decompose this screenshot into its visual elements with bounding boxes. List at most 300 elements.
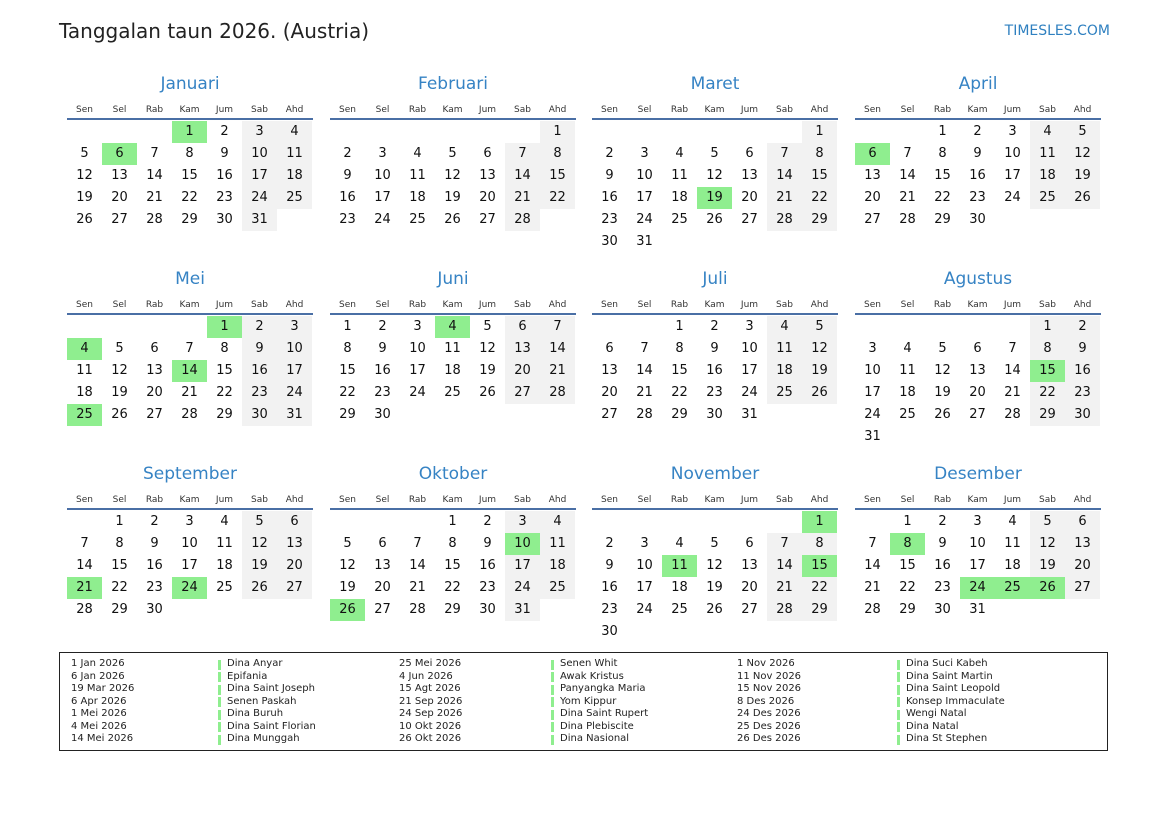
- day-cell[interactable]: 1: [675, 319, 684, 334]
- day-cell[interactable]: 16: [934, 558, 951, 573]
- day-cell[interactable]: 2: [343, 146, 352, 161]
- day-cell[interactable]: 17: [242, 165, 277, 187]
- day-cell[interactable]: 11: [444, 341, 461, 356]
- day-cell[interactable]: 14: [409, 558, 426, 573]
- day-cell[interactable]: 9: [973, 146, 982, 161]
- day-cell[interactable]: 3: [505, 511, 540, 533]
- holiday-day-cell[interactable]: 24: [172, 577, 207, 599]
- holiday-day-cell[interactable]: 26: [330, 599, 365, 621]
- day-cell[interactable]: 28: [540, 382, 575, 404]
- day-cell[interactable]: 6: [378, 536, 387, 551]
- day-cell[interactable]: 13: [277, 533, 312, 555]
- day-cell[interactable]: 12: [444, 168, 461, 183]
- day-cell[interactable]: 5: [802, 316, 837, 338]
- day-cell[interactable]: 28: [767, 209, 802, 231]
- day-cell[interactable]: 30: [242, 404, 277, 426]
- day-cell[interactable]: 5: [1065, 121, 1100, 143]
- day-cell[interactable]: 15: [802, 165, 837, 187]
- day-cell[interactable]: 5: [115, 341, 124, 356]
- day-cell[interactable]: 7: [505, 143, 540, 165]
- day-cell[interactable]: 23: [601, 212, 618, 227]
- holiday-day-cell[interactable]: 6: [855, 143, 890, 165]
- day-cell[interactable]: 3: [277, 316, 312, 338]
- day-cell[interactable]: 26: [76, 212, 93, 227]
- day-cell[interactable]: 21: [540, 360, 575, 382]
- day-cell[interactable]: 10: [374, 168, 391, 183]
- day-cell[interactable]: 11: [1030, 143, 1065, 165]
- day-cell[interactable]: 29: [444, 602, 461, 617]
- day-cell[interactable]: 18: [540, 555, 575, 577]
- day-cell[interactable]: 18: [76, 385, 93, 400]
- day-cell[interactable]: 3: [868, 341, 877, 356]
- day-cell[interactable]: 7: [150, 146, 159, 161]
- day-cell[interactable]: 16: [146, 558, 163, 573]
- day-cell[interactable]: 23: [339, 212, 356, 227]
- day-cell[interactable]: 2: [938, 514, 947, 529]
- day-cell[interactable]: 30: [601, 234, 618, 249]
- day-cell[interactable]: 16: [969, 168, 986, 183]
- holiday-day-cell[interactable]: 15: [1030, 360, 1065, 382]
- day-cell[interactable]: 13: [146, 363, 163, 378]
- day-cell[interactable]: 26: [802, 382, 837, 404]
- day-cell[interactable]: 6: [277, 511, 312, 533]
- day-cell[interactable]: 18: [277, 165, 312, 187]
- day-cell[interactable]: 9: [605, 168, 614, 183]
- day-cell[interactable]: 23: [479, 580, 496, 595]
- day-cell[interactable]: 28: [76, 602, 93, 617]
- day-cell[interactable]: 29: [1030, 404, 1065, 426]
- day-cell[interactable]: 7: [903, 146, 912, 161]
- day-cell[interactable]: 10: [409, 341, 426, 356]
- day-cell[interactable]: 12: [76, 168, 93, 183]
- day-cell[interactable]: 25: [216, 580, 233, 595]
- day-cell[interactable]: 2: [150, 514, 159, 529]
- day-cell[interactable]: 10: [741, 341, 758, 356]
- day-cell[interactable]: 20: [741, 190, 758, 205]
- day-cell[interactable]: 12: [1065, 143, 1100, 165]
- day-cell[interactable]: 13: [505, 338, 540, 360]
- day-cell[interactable]: 6: [505, 316, 540, 338]
- day-cell[interactable]: 21: [767, 577, 802, 599]
- day-cell[interactable]: 22: [111, 580, 128, 595]
- holiday-day-cell[interactable]: 1: [207, 316, 242, 338]
- day-cell[interactable]: 30: [374, 407, 391, 422]
- day-cell[interactable]: 13: [741, 558, 758, 573]
- day-cell[interactable]: 1: [1030, 316, 1065, 338]
- day-cell[interactable]: 27: [969, 407, 986, 422]
- day-cell[interactable]: 20: [741, 580, 758, 595]
- day-cell[interactable]: 20: [374, 580, 391, 595]
- day-cell[interactable]: 8: [1030, 338, 1065, 360]
- day-cell[interactable]: 19: [444, 190, 461, 205]
- day-cell[interactable]: 4: [675, 536, 684, 551]
- day-cell[interactable]: 26: [242, 577, 277, 599]
- holiday-day-cell[interactable]: 6: [102, 143, 137, 165]
- day-cell[interactable]: 23: [146, 580, 163, 595]
- day-cell[interactable]: 1: [938, 124, 947, 139]
- day-cell[interactable]: 25: [671, 212, 688, 227]
- day-cell[interactable]: 25: [671, 602, 688, 617]
- day-cell[interactable]: 12: [706, 168, 723, 183]
- day-cell[interactable]: 18: [216, 558, 233, 573]
- day-cell[interactable]: 22: [802, 187, 837, 209]
- day-cell[interactable]: 10: [242, 143, 277, 165]
- day-cell[interactable]: 4: [767, 316, 802, 338]
- day-cell[interactable]: 28: [864, 602, 881, 617]
- day-cell[interactable]: 18: [1030, 165, 1065, 187]
- day-cell[interactable]: 14: [864, 558, 881, 573]
- day-cell[interactable]: 17: [1004, 168, 1021, 183]
- day-cell[interactable]: 19: [1065, 165, 1100, 187]
- day-cell[interactable]: 21: [899, 190, 916, 205]
- day-cell[interactable]: 19: [76, 190, 93, 205]
- holiday-day-cell[interactable]: 19: [697, 187, 732, 209]
- day-cell[interactable]: 29: [111, 602, 128, 617]
- day-cell[interactable]: 16: [706, 363, 723, 378]
- day-cell[interactable]: 21: [146, 190, 163, 205]
- day-cell[interactable]: 8: [448, 536, 457, 551]
- day-cell[interactable]: 14: [505, 165, 540, 187]
- day-cell[interactable]: 25: [409, 212, 426, 227]
- day-cell[interactable]: 4: [1008, 514, 1017, 529]
- day-cell[interactable]: 17: [277, 360, 312, 382]
- day-cell[interactable]: 30: [146, 602, 163, 617]
- holiday-day-cell[interactable]: 11: [662, 555, 697, 577]
- day-cell[interactable]: 8: [185, 146, 194, 161]
- day-cell[interactable]: 15: [934, 168, 951, 183]
- day-cell[interactable]: 9: [710, 341, 719, 356]
- day-cell[interactable]: 9: [1065, 338, 1100, 360]
- day-cell[interactable]: 10: [636, 168, 653, 183]
- day-cell[interactable]: 25: [277, 187, 312, 209]
- day-cell[interactable]: 25: [444, 385, 461, 400]
- day-cell[interactable]: 3: [1008, 124, 1017, 139]
- day-cell[interactable]: 7: [767, 143, 802, 165]
- day-cell[interactable]: 11: [767, 338, 802, 360]
- holiday-day-cell[interactable]: 8: [890, 533, 925, 555]
- day-cell[interactable]: 5: [80, 146, 89, 161]
- day-cell[interactable]: 2: [710, 319, 719, 334]
- day-cell[interactable]: 4: [1030, 121, 1065, 143]
- day-cell[interactable]: 17: [409, 363, 426, 378]
- day-cell[interactable]: 24: [1004, 190, 1021, 205]
- day-cell[interactable]: 15: [540, 165, 575, 187]
- day-cell[interactable]: 7: [767, 533, 802, 555]
- day-cell[interactable]: 18: [409, 190, 426, 205]
- day-cell[interactable]: 25: [899, 407, 916, 422]
- day-cell[interactable]: 19: [111, 385, 128, 400]
- day-cell[interactable]: 5: [242, 511, 277, 533]
- day-cell[interactable]: 19: [1030, 555, 1065, 577]
- day-cell[interactable]: 14: [146, 168, 163, 183]
- day-cell[interactable]: 27: [864, 212, 881, 227]
- day-cell[interactable]: 20: [969, 385, 986, 400]
- day-cell[interactable]: 4: [413, 146, 422, 161]
- day-cell[interactable]: 24: [374, 212, 391, 227]
- holiday-day-cell[interactable]: 25: [995, 577, 1030, 599]
- day-cell[interactable]: 7: [185, 341, 194, 356]
- day-cell[interactable]: 28: [146, 212, 163, 227]
- day-cell[interactable]: 24: [242, 187, 277, 209]
- day-cell[interactable]: 3: [640, 146, 649, 161]
- day-cell[interactable]: 24: [505, 577, 540, 599]
- day-cell[interactable]: 31: [969, 602, 986, 617]
- day-cell[interactable]: 5: [448, 146, 457, 161]
- day-cell[interactable]: 1: [115, 514, 124, 529]
- day-cell[interactable]: 24: [409, 385, 426, 400]
- day-cell[interactable]: 27: [1065, 577, 1100, 599]
- day-cell[interactable]: 7: [640, 341, 649, 356]
- day-cell[interactable]: 3: [640, 536, 649, 551]
- day-cell[interactable]: 21: [636, 385, 653, 400]
- day-cell[interactable]: 14: [1004, 363, 1021, 378]
- day-cell[interactable]: 14: [899, 168, 916, 183]
- day-cell[interactable]: 8: [802, 143, 837, 165]
- day-cell[interactable]: 28: [181, 407, 198, 422]
- day-cell[interactable]: 31: [864, 429, 881, 444]
- day-cell[interactable]: 9: [343, 168, 352, 183]
- day-cell[interactable]: 3: [242, 121, 277, 143]
- day-cell[interactable]: 29: [671, 407, 688, 422]
- day-cell[interactable]: 12: [1030, 533, 1065, 555]
- day-cell[interactable]: 24: [636, 212, 653, 227]
- day-cell[interactable]: 31: [505, 599, 540, 621]
- day-cell[interactable]: 13: [1065, 533, 1100, 555]
- day-cell[interactable]: 9: [483, 536, 492, 551]
- day-cell[interactable]: 16: [479, 558, 496, 573]
- day-cell[interactable]: 25: [767, 382, 802, 404]
- day-cell[interactable]: 11: [216, 536, 233, 551]
- day-cell[interactable]: 17: [741, 363, 758, 378]
- day-cell[interactable]: 2: [605, 146, 614, 161]
- day-cell[interactable]: 7: [80, 536, 89, 551]
- day-cell[interactable]: 1: [448, 514, 457, 529]
- day-cell[interactable]: 26: [706, 212, 723, 227]
- day-cell[interactable]: 17: [636, 190, 653, 205]
- day-cell[interactable]: 19: [242, 555, 277, 577]
- day-cell[interactable]: 15: [111, 558, 128, 573]
- day-cell[interactable]: 19: [934, 385, 951, 400]
- day-cell[interactable]: 12: [934, 363, 951, 378]
- day-cell[interactable]: 3: [185, 514, 194, 529]
- day-cell[interactable]: 14: [636, 363, 653, 378]
- day-cell[interactable]: 29: [802, 209, 837, 231]
- site-link[interactable]: TIMESLES.COM: [1004, 23, 1110, 39]
- day-cell[interactable]: 24: [277, 382, 312, 404]
- day-cell[interactable]: 29: [899, 602, 916, 617]
- day-cell[interactable]: 30: [1065, 404, 1100, 426]
- day-cell[interactable]: 26: [706, 602, 723, 617]
- day-cell[interactable]: 22: [216, 385, 233, 400]
- day-cell[interactable]: 26: [111, 407, 128, 422]
- day-cell[interactable]: 6: [973, 341, 982, 356]
- day-cell[interactable]: 3: [378, 146, 387, 161]
- day-cell[interactable]: 29: [216, 407, 233, 422]
- day-cell[interactable]: 29: [934, 212, 951, 227]
- day-cell[interactable]: 13: [374, 558, 391, 573]
- day-cell[interactable]: 4: [675, 146, 684, 161]
- day-cell[interactable]: 12: [802, 338, 837, 360]
- holiday-day-cell[interactable]: 15: [802, 555, 837, 577]
- day-cell[interactable]: 26: [479, 385, 496, 400]
- day-cell[interactable]: 18: [671, 580, 688, 595]
- day-cell[interactable]: 9: [242, 338, 277, 360]
- day-cell[interactable]: 3: [973, 514, 982, 529]
- day-cell[interactable]: 28: [1004, 407, 1021, 422]
- holiday-day-cell[interactable]: 10: [505, 533, 540, 555]
- day-cell[interactable]: 21: [864, 580, 881, 595]
- day-cell[interactable]: 22: [444, 580, 461, 595]
- day-cell[interactable]: 9: [220, 146, 229, 161]
- day-cell[interactable]: 11: [409, 168, 426, 183]
- day-cell[interactable]: 13: [601, 363, 618, 378]
- day-cell[interactable]: 8: [802, 533, 837, 555]
- day-cell[interactable]: 6: [605, 341, 614, 356]
- day-cell[interactable]: 2: [378, 319, 387, 334]
- day-cell[interactable]: 31: [277, 404, 312, 426]
- day-cell[interactable]: 31: [636, 234, 653, 249]
- day-cell[interactable]: 27: [741, 602, 758, 617]
- day-cell[interactable]: 14: [767, 165, 802, 187]
- day-cell[interactable]: 18: [1004, 558, 1021, 573]
- day-cell[interactable]: 30: [934, 602, 951, 617]
- day-cell[interactable]: 17: [505, 555, 540, 577]
- day-cell[interactable]: 23: [216, 190, 233, 205]
- day-cell[interactable]: 18: [671, 190, 688, 205]
- day-cell[interactable]: 20: [601, 385, 618, 400]
- day-cell[interactable]: 14: [540, 338, 575, 360]
- day-cell[interactable]: 2: [605, 536, 614, 551]
- day-cell[interactable]: 20: [111, 190, 128, 205]
- day-cell[interactable]: 11: [899, 363, 916, 378]
- day-cell[interactable]: 6: [745, 146, 754, 161]
- day-cell[interactable]: 15: [339, 363, 356, 378]
- day-cell[interactable]: 8: [115, 536, 124, 551]
- day-cell[interactable]: 27: [374, 602, 391, 617]
- day-cell[interactable]: 22: [339, 385, 356, 400]
- day-cell[interactable]: 2: [483, 514, 492, 529]
- day-cell[interactable]: 16: [1065, 360, 1100, 382]
- day-cell[interactable]: 30: [969, 212, 986, 227]
- day-cell[interactable]: 28: [636, 407, 653, 422]
- day-cell[interactable]: 19: [339, 580, 356, 595]
- day-cell[interactable]: 24: [864, 407, 881, 422]
- day-cell[interactable]: 4: [903, 341, 912, 356]
- day-cell[interactable]: 14: [767, 555, 802, 577]
- day-cell[interactable]: 11: [76, 363, 93, 378]
- day-cell[interactable]: 31: [242, 209, 277, 231]
- day-cell[interactable]: 20: [479, 190, 496, 205]
- day-cell[interactable]: 28: [899, 212, 916, 227]
- day-cell[interactable]: 15: [181, 168, 198, 183]
- holiday-day-cell[interactable]: 14: [172, 360, 207, 382]
- day-cell[interactable]: 15: [671, 363, 688, 378]
- day-cell[interactable]: 2: [1065, 316, 1100, 338]
- day-cell[interactable]: 20: [505, 360, 540, 382]
- day-cell[interactable]: 26: [934, 407, 951, 422]
- day-cell[interactable]: 12: [479, 341, 496, 356]
- day-cell[interactable]: 20: [146, 385, 163, 400]
- day-cell[interactable]: 1: [903, 514, 912, 529]
- day-cell[interactable]: 17: [864, 385, 881, 400]
- day-cell[interactable]: 21: [409, 580, 426, 595]
- day-cell[interactable]: 12: [242, 533, 277, 555]
- day-cell[interactable]: 9: [378, 341, 387, 356]
- day-cell[interactable]: 23: [934, 580, 951, 595]
- day-cell[interactable]: 19: [479, 363, 496, 378]
- day-cell[interactable]: 7: [413, 536, 422, 551]
- day-cell[interactable]: 22: [540, 187, 575, 209]
- day-cell[interactable]: 13: [479, 168, 496, 183]
- day-cell[interactable]: 12: [111, 363, 128, 378]
- day-cell[interactable]: 13: [864, 168, 881, 183]
- day-cell[interactable]: 6: [1065, 511, 1100, 533]
- holiday-day-cell[interactable]: 4: [67, 338, 102, 360]
- day-cell[interactable]: 28: [409, 602, 426, 617]
- day-cell[interactable]: 29: [181, 212, 198, 227]
- day-cell[interactable]: 26: [444, 212, 461, 227]
- day-cell[interactable]: 7: [868, 536, 877, 551]
- day-cell[interactable]: 11: [1004, 536, 1021, 551]
- day-cell[interactable]: 12: [706, 558, 723, 573]
- day-cell[interactable]: 21: [181, 385, 198, 400]
- day-cell[interactable]: 5: [710, 536, 719, 551]
- holiday-day-cell[interactable]: 1: [802, 511, 837, 533]
- day-cell[interactable]: 22: [671, 385, 688, 400]
- day-cell[interactable]: 7: [1008, 341, 1017, 356]
- day-cell[interactable]: 23: [706, 385, 723, 400]
- day-cell[interactable]: 11: [540, 533, 575, 555]
- day-cell[interactable]: 29: [802, 599, 837, 621]
- day-cell[interactable]: 1: [343, 319, 352, 334]
- day-cell[interactable]: 16: [339, 190, 356, 205]
- day-cell[interactable]: 22: [1030, 382, 1065, 404]
- day-cell[interactable]: 7: [540, 316, 575, 338]
- holiday-day-cell[interactable]: 24: [960, 577, 995, 599]
- holiday-day-cell[interactable]: 26: [1030, 577, 1065, 599]
- day-cell[interactable]: 24: [741, 385, 758, 400]
- day-cell[interactable]: 9: [150, 536, 159, 551]
- day-cell[interactable]: 13: [111, 168, 128, 183]
- day-cell[interactable]: 28: [505, 209, 540, 231]
- day-cell[interactable]: 10: [636, 558, 653, 573]
- day-cell[interactable]: 4: [540, 511, 575, 533]
- day-cell[interactable]: 31: [741, 407, 758, 422]
- day-cell[interactable]: 19: [802, 360, 837, 382]
- day-cell[interactable]: 12: [339, 558, 356, 573]
- day-cell[interactable]: 26: [1065, 187, 1100, 209]
- day-cell[interactable]: 30: [706, 407, 723, 422]
- day-cell[interactable]: 16: [601, 580, 618, 595]
- day-cell[interactable]: 20: [864, 190, 881, 205]
- day-cell[interactable]: 27: [741, 212, 758, 227]
- day-cell[interactable]: 5: [710, 146, 719, 161]
- day-cell[interactable]: 18: [767, 360, 802, 382]
- day-cell[interactable]: 20: [277, 555, 312, 577]
- day-cell[interactable]: 8: [675, 341, 684, 356]
- day-cell[interactable]: 21: [1004, 385, 1021, 400]
- day-cell[interactable]: 2: [242, 316, 277, 338]
- holiday-day-cell[interactable]: 21: [67, 577, 102, 599]
- day-cell[interactable]: 1: [802, 121, 837, 143]
- day-cell[interactable]: 23: [601, 602, 618, 617]
- day-cell[interactable]: 6: [483, 146, 492, 161]
- day-cell[interactable]: 21: [767, 187, 802, 209]
- day-cell[interactable]: 1: [540, 121, 575, 143]
- day-cell[interactable]: 23: [1065, 382, 1100, 404]
- day-cell[interactable]: 5: [1030, 511, 1065, 533]
- day-cell[interactable]: 11: [277, 143, 312, 165]
